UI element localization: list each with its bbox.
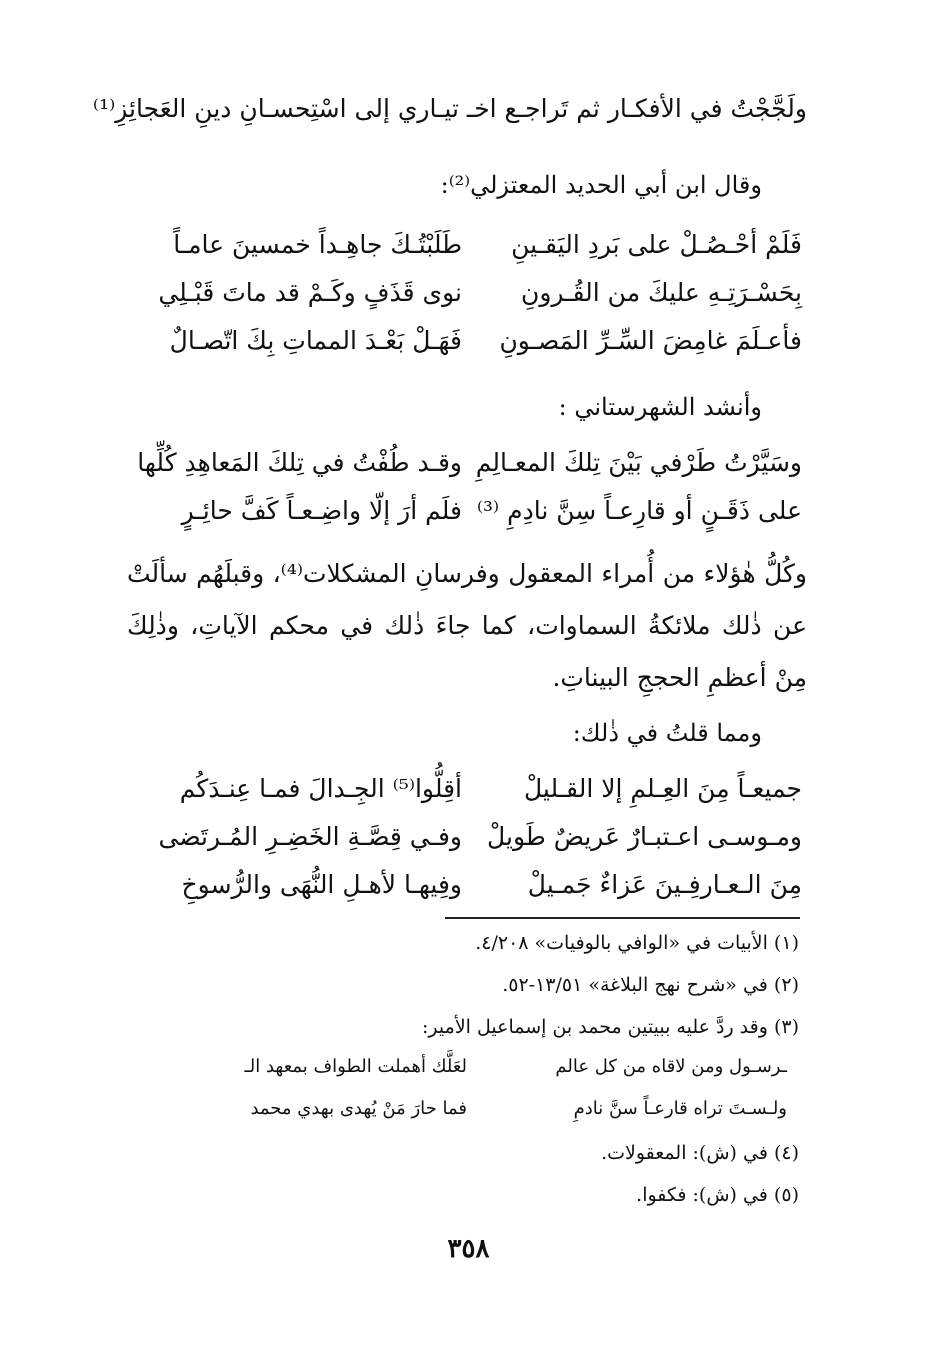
intro-shahrastani: وأنشد الشهرستاني : bbox=[558, 393, 762, 421]
verse-second-hemistich: مِنَ الـعـارفِـينَ عَزاءٌ جَمـيلْ bbox=[527, 870, 802, 899]
footnote-1: (١) الأبيات في «الوافي بالوفيات» ٤/٢٠٨. bbox=[475, 932, 799, 954]
verse-first-hemistich: فلَم أرَ إلّا واضِـعـاً كَفَّ حائِـرٍ bbox=[181, 496, 462, 525]
verse-second-hemistich: بِحَسْـرَتِـهِ عليكَ من القُـرونِ bbox=[520, 278, 802, 307]
verse-first-hemistich: أقِلُّوا⁽⁵⁾ الجِـدالَ فمـا عِنـدَكُم bbox=[179, 774, 462, 803]
footnote-3: (٣) وقد ردَّ عليه ببيتين محمد بن إسماعيل الأمير: bbox=[422, 1016, 799, 1038]
poem-verse bbox=[0, 766, 937, 812]
opening-line: ولَجَّجْتُ في الأفكـار ثم تَراجـع اخـ تيـاري إلى اسْتِحسـانِ دينِ العَجائِزِ⁽¹⁾ bbox=[92, 94, 807, 123]
poem-verse bbox=[0, 488, 937, 534]
intro-author-verses: ومما قلتُ في ذٰلك: bbox=[572, 719, 762, 747]
verse-first-hemistich: وفـي قِصَّـةِ الخَضِـرِ المُـرتَضى bbox=[158, 822, 462, 851]
poem-verse bbox=[0, 318, 937, 364]
verse-second-hemistich: جميعـاً مِنَ العِـلمِ إلا القـليلْ bbox=[523, 774, 802, 803]
verse-first-hemistich: فَهَـلْ بَعْـدَ المماتِ بِكَ اتّصـالٌ bbox=[169, 326, 462, 355]
verse-first-hemistich: طَلَبْتُـكَ جاهِـداً خمسينَ عامـاً bbox=[173, 230, 462, 259]
verse-first-hemistich: وقـد طُفْتُ في تِلكَ المَعاهِدِ كُلِّها bbox=[137, 448, 462, 477]
verse-second-hemistich: على ذَقَـنٍ أو قارِعـاً سِنَّ نادِمِ ⁽³⁾ bbox=[476, 496, 802, 525]
verse-first-hemistich: وفِيهـا لأهـلِ النُّهَى والرُّسوخِ bbox=[181, 870, 462, 899]
poem-verse bbox=[0, 814, 937, 860]
verse-second-hemistich: ومـوسـى اعـتبـارٌ عَريضٌ طَويلْ bbox=[487, 822, 802, 851]
intro-ibn-abi-al-hadid: وقال ابن أبي الحديد المعتزلي⁽²⁾: bbox=[440, 171, 762, 199]
poem-verse bbox=[0, 440, 937, 486]
poem-verse bbox=[0, 862, 937, 908]
verse-second-hemistich: ولـسـتَ تراه قارعـاً سنَّ نادمِ bbox=[573, 1098, 787, 1119]
footnote-4: (٤) في (ش): المعقولات. bbox=[601, 1142, 799, 1164]
body-paragraph: وكُلُّ هٰؤلاء من أُمراء المعقول وفرسانِ المشكلات⁽⁴⁾، وقبلَهُم سألَتْ عن ذٰلك ملائكةُ السماوات، كما جاءَ ذٰلك في محكم الآياتِ، وذٰلِكَ مِنْ أعظمِ الحججِ البيناتِ. bbox=[127, 559, 808, 692]
poem-verse bbox=[0, 222, 937, 268]
verse-first-hemistich: نوى قَذَفٍ وكَـمْ قد ماتَ قَبْـلِي bbox=[158, 278, 462, 307]
footnote-5: (٥) في (ش): فكفوا. bbox=[636, 1184, 799, 1206]
poem-verse bbox=[0, 270, 937, 316]
verse-second-hemistich: فأعـلَمَ غامِضَ السِّـرِّ المَصـونِ bbox=[499, 326, 802, 355]
verse-second-hemistich: ـرسـول ومن لاقاه من كل عالم bbox=[555, 1056, 787, 1077]
verse-second-hemistich: فَلَمْ أحْـصُـلْ على بَردِ اليَقـينِ bbox=[511, 230, 802, 259]
verse-first-hemistich: لعَلَّك أهملت الطواف بمعهد الـ bbox=[244, 1056, 467, 1077]
footnote-2: (٢) في «شرح نهج البلاغة» ١٣/٥١-٥٢. bbox=[502, 974, 799, 996]
footnote-separator bbox=[445, 917, 800, 919]
page-number: ٣٥٨ bbox=[447, 1234, 490, 1264]
verse-first-hemistich: فما حارَ مَنْ يُهدى بهدي محمد bbox=[250, 1098, 467, 1119]
verse-second-hemistich: وسَيَّرْتُ طَرْفي بَيْنَ تِلكَ المعـالِمِ bbox=[475, 448, 802, 477]
